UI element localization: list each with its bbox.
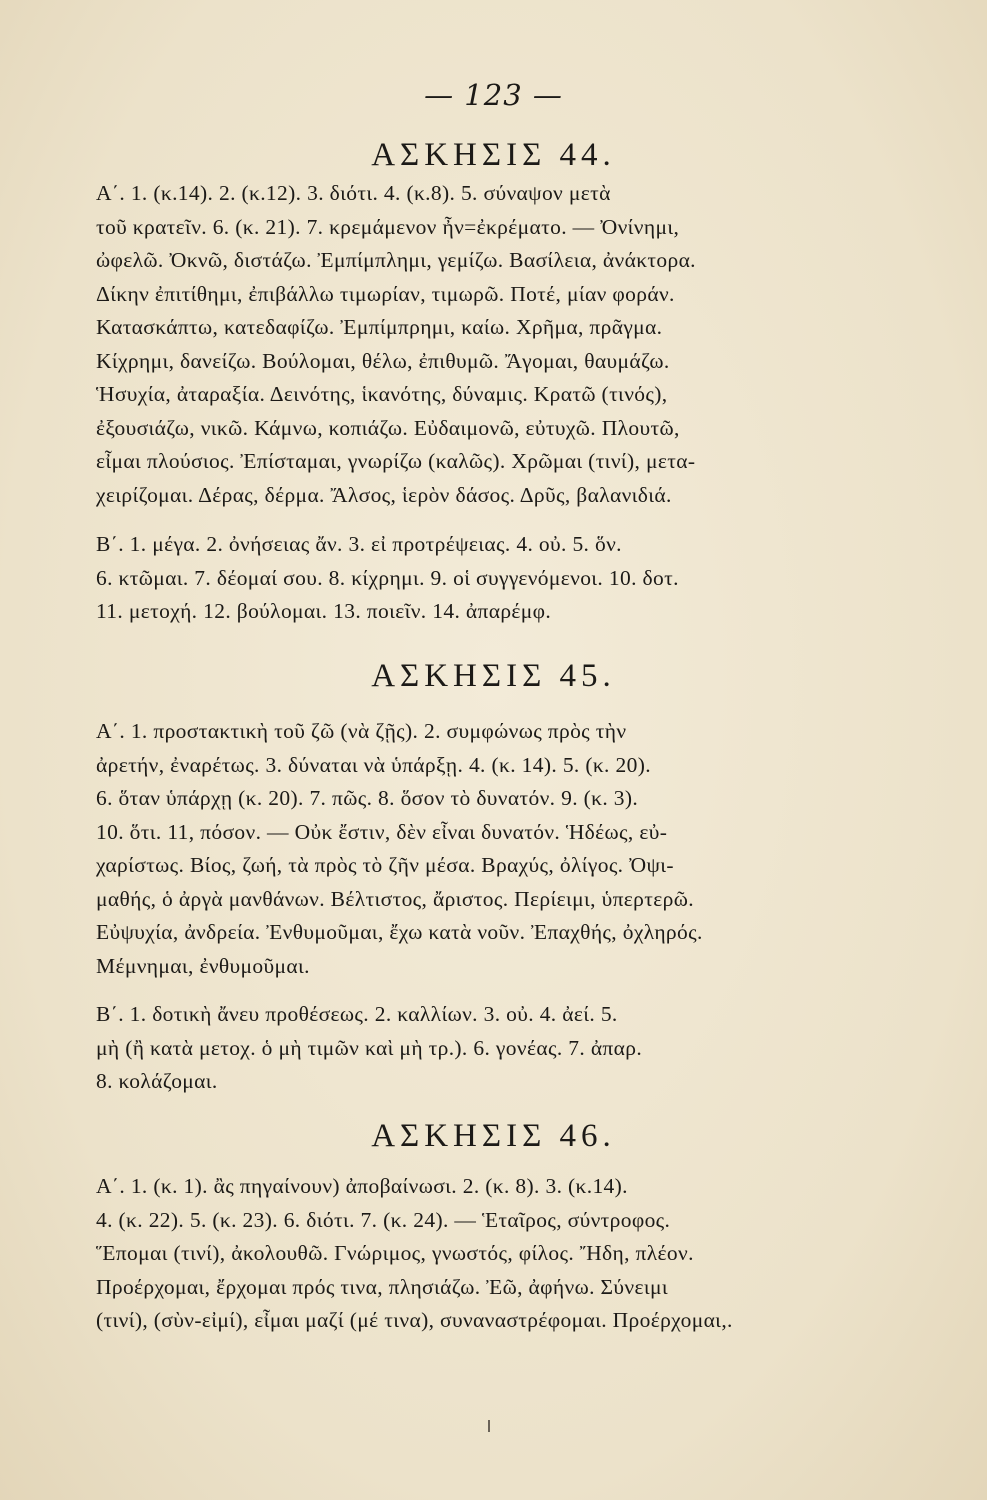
text-line: εἶμαι πλούσιος. Ἐπίσταμαι, γνωρίζω (καλῶς). Χρῶμαι (τινί), μετα- (96, 449, 696, 473)
text-line: Α΄. 1. (κ.14). 2. (κ.12). 3. διότι. 4. (κ.8). 5. σύναψον μετὰ (96, 181, 611, 205)
text-line: Β΄. 1. δοτικὴ ἄνευ προθέσεως. 2. καλλίων. 3. οὐ. 4. ἀεί. 5. (96, 1002, 618, 1026)
section-45-part-b (96, 998, 808, 1099)
text-line: 8. κολάζομαι. (96, 1069, 218, 1093)
text-line: ἀρετήν, ἐναρέτως. 3. δύναται νὰ ὑπάρξῃ. 4. (κ. 14). 5. (κ. 20). (96, 752, 651, 777)
text-line: μαθής, ὁ ἀργὰ μανθάνων. Βέλτιστος, ἄριστος. Περίειμι, ὑπερτερῶ. (96, 886, 694, 911)
text-line: μὴ (ἢ κατὰ μετοχ. ὁ μὴ τιμῶν καὶ μὴ τρ.). 6. γονέας. 7. ἀπαρ. (96, 1035, 643, 1060)
section-44-part-b (96, 528, 808, 629)
text-line: (τινί), (σὺν-εἰμί), εἶμαι μαζί (μέ τινα), συναναστρέφομαι. Προέρχομαι,. (96, 1308, 733, 1332)
text-line: Α΄. 1. (κ. 1). ἂς πηγαίνουν) ἀποβαίνωσι. 2. (κ. 8). 3. (κ.14). (96, 1174, 628, 1198)
text-line: Προέρχομαι, ἔρχομαι πρός τινα, πλησιάζω. Ἐῶ, ἀφήνω. Σύνειμι (96, 1274, 668, 1299)
text-line: 6. ὅταν ὑπάρχῃ (κ. 20). 7. πῶς. 8. ὅσον τὸ δυνατόν. 9. (κ. 3). (96, 786, 639, 810)
text-line: 6. κτῶμαι. 7. δέομαί σου. 8. κίχρημι. 9. οἱ συγγενόμενοι. 10. δοτ. (96, 565, 679, 590)
text-line: τοῦ κρατεῖν. 6. (κ. 21). 7. κρεμάμενον ἦν=ἐκρέματο. — Ὀνίνημι, (96, 214, 680, 239)
section-44-part-a (96, 177, 808, 512)
text-line: Κατασκάπτω, κατεδαφίζω. Ἐμπίμπρημι, καίω. Χρῆμα, πρᾶγμα. (96, 315, 663, 339)
text-line: Κίχρημι, δανείζω. Βούλομαι, θέλω, ἐπιθυμῶ. Ἄγομαι, θαυμάζω. (96, 348, 670, 373)
text-line: 11. μετοχή. 12. βούλομαι. 13. ποιεῖν. 14. ἀπαρέμφ. (96, 599, 552, 623)
text-line: χειρίζομαι. Δέρας, δέρμα. Ἄλσος, ἱερὸν δάσος. Δρῦς, βαλανιδιά. (96, 482, 672, 507)
text-line: 10. ὅτι. 11, πόσον. — Οὐκ ἔστιν, δὲν εἶναι δυνατόν. Ἡδέως, εὐ- (96, 819, 668, 844)
text-line: Ἡσυχία, ἀταραξία. Δεινότης, ἱκανότης, δύναμις. Κρατῶ (τινός), (96, 382, 668, 406)
text-line: 4. (κ. 22). 5. (κ. 23). 6. διότι. 7. (κ. 24). — Ἑταῖρος, σύντροφος. (96, 1207, 671, 1232)
section-title-46: ΑΣΚΗΣΙΣ 46. (371, 1118, 616, 1154)
text-line: Β΄. 1. μέγα. 2. ὀνήσειας ἄν. 3. εἰ προτρέψειας. 4. οὐ. 5. ὅν. (96, 532, 622, 556)
text-line: ἐξουσιάζω, νικῶ. Κάμνω, κοπιάζω. Εὐδαιμονῶ, εὐτυχῶ. Πλουτῶ, (96, 415, 680, 440)
text-line: ὠφελῶ. Ὀκνῶ, διστάζω. Ἐμπίμπλημι, γεμίζω. Βασίλεια, ἀνάκτορα. (96, 248, 696, 272)
print-mark (488, 1420, 490, 1432)
section-title-45: ΑΣΚΗΣΙΣ 45. (371, 658, 616, 694)
text-line: Α΄. 1. προστακτικὴ τοῦ ζῶ (νὰ ζῇς). 2. συμφώνως πρὸς τὴν (96, 719, 627, 743)
text-line: Εὐψυχία, ἀνδρεία. Ἐνθυμοῦμαι, ἔχω κατὰ νοῦν. Ἐπαχθής, ὀχληρός. (96, 920, 703, 944)
text-line: Ἕπομαι (τινί), ἀκολουθῶ. Γνώριμος, γνωστός, φίλος. Ἤδη, πλέον. (96, 1241, 694, 1265)
section-45-part-a (96, 715, 808, 983)
text-line: Μέμνημαι, ἐνθυμοῦμαι. (96, 953, 310, 978)
text-line: χαρίστως. Βίος, ζωή, τὰ πρὸς τὸ ζῆν μέσα. Βραχύς, ὀλίγος. Ὀψι- (96, 853, 674, 877)
section-46-part-a (96, 1170, 808, 1338)
section-title-44: ΑΣΚΗΣΙΣ 44. (371, 137, 616, 173)
text-line: Δίκην ἐπιτίθημι, ἐπιβάλλω τιμωρίαν, τιμωρῶ. Ποτέ, μίαν φοράν. (96, 281, 675, 306)
page-number: — 123 — (424, 78, 563, 112)
